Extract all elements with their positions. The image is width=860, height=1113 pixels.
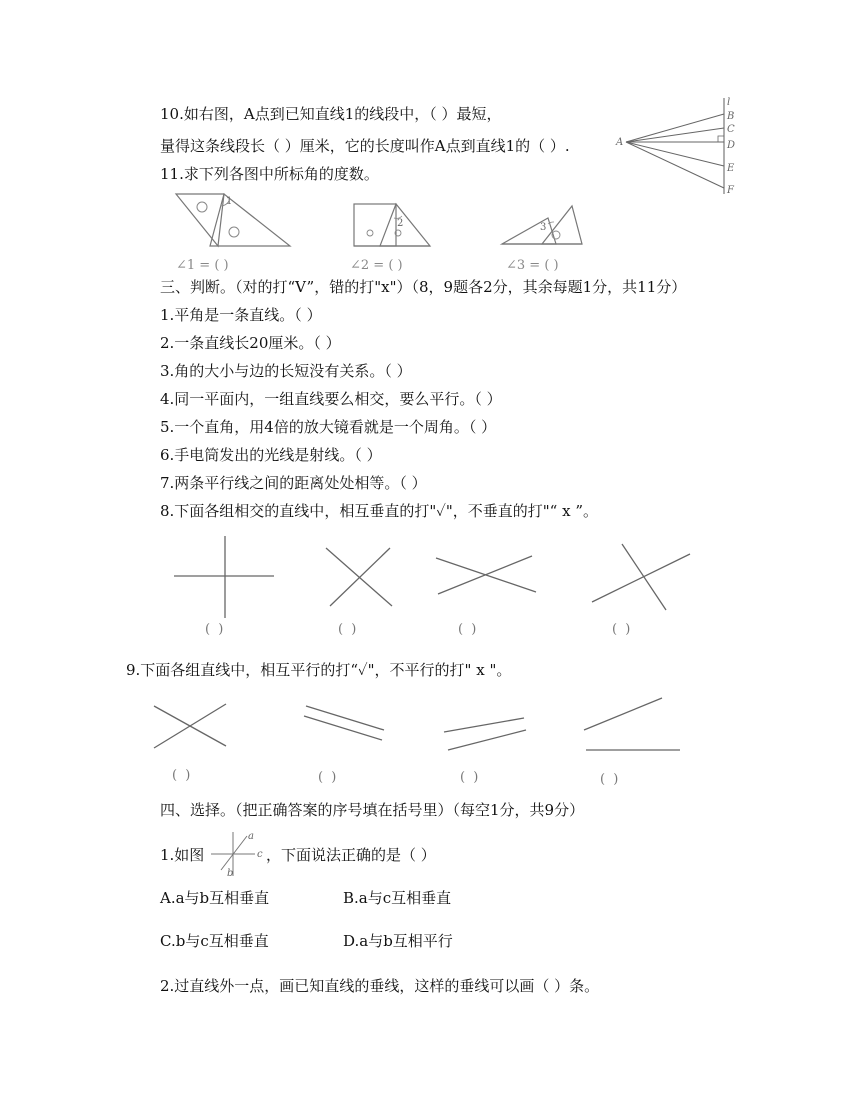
fig-label-a: a (248, 831, 254, 842)
q9-figure-3 (440, 714, 530, 754)
judge-item-7: 7.两条平行线之间的距离处处相等。（ ） (160, 474, 427, 492)
label-l: l (727, 97, 731, 108)
option-d: D.a与b互相平行 (343, 932, 453, 950)
judge-item-6: 6.手电筒发出的光线是射线。（ ） (160, 446, 382, 464)
q11-text: 11.求下列各图中所标角的度数。 (160, 165, 379, 183)
option-c: C.b与c互相垂直 (160, 932, 269, 950)
q9-answer-3[interactable]: ( ) (460, 770, 481, 785)
angle-mark-1: 1 (226, 196, 233, 207)
s4-q1-suffix: ，下面说法正确的是（ ） (266, 846, 436, 864)
q8-figure-4 (588, 540, 698, 612)
label-d: D (727, 140, 736, 151)
q9-answer-4[interactable]: ( ) (600, 772, 621, 787)
s4-q1-prefix: 1.如图 (160, 846, 205, 864)
q10-line1: 10.如右图，A点到已知直线1的线段中，（ ）最短， (160, 105, 502, 123)
triangle-figure-2 (350, 200, 435, 248)
q9-figure-1 (150, 700, 230, 752)
fig-label-c: c (257, 849, 263, 860)
q9-answer-2[interactable]: ( ) (318, 770, 339, 785)
angle-2-blank: ∠2 = ( ) (350, 258, 403, 273)
judge-item-2: 2.一条直线长20厘米。（ ） (160, 334, 341, 352)
judge-item-8: 8.下面各组相交的直线中，相互垂直的打"✓"，不垂直的打"“ x ”。 (160, 502, 599, 520)
s4-q1-figure (207, 830, 267, 880)
q8-answer-2[interactable]: ( ) (338, 622, 359, 637)
judge-item-1: 1.平角是一条直线。（ ） (160, 306, 322, 324)
q9-text: 9.下面各组直线中，相互平行的打“✓"，不平行的打" x "。 (126, 661, 512, 679)
q8-figure-1 (170, 534, 280, 620)
label-b: B (727, 111, 735, 122)
judge-item-4: 4.同一平面内，一组直线要么相交，要么平行。（ ） (160, 390, 502, 408)
q9-answer-1[interactable]: ( ) (172, 768, 193, 783)
angle-3-blank: ∠3 = ( ) (506, 258, 559, 273)
option-a: A.a与b互相垂直 (160, 889, 270, 907)
angle-1-blank: ∠1 = ( ) (176, 258, 229, 273)
triangle-figure-1 (172, 192, 297, 250)
q10-line2: 量得这条线段长（ ）厘米，它的长度叫作A点到直线1的（ ）. (160, 137, 570, 155)
judge-item-5: 5.一个直角，用4倍的放大镜看就是一个周角。（ ） (160, 418, 497, 436)
judge-item-3: 3.角的大小与边的长短没有关系。（ ） (160, 362, 412, 380)
section4-title: 四、选择。（把正确答案的序号填在括号里）（每空1分，共9分） (160, 801, 585, 819)
label-e: E (727, 163, 735, 174)
s4-q2: 2.过直线外一点，画已知直线的垂线，这样的垂线可以画（ ）条。 (160, 977, 600, 995)
label-c: C (727, 124, 735, 135)
q8-answer-4[interactable]: ( ) (612, 622, 633, 637)
label-f: F (727, 185, 734, 196)
angle-mark-2: 2 (397, 218, 404, 229)
q8-figure-2 (320, 544, 400, 610)
q9-figure-4 (580, 694, 684, 754)
fig-label-b: b (227, 868, 234, 879)
section3-title: 三、判断。（对的打“V”，错的打"x"）（8，9题各2分，其余每题1分，共11分） (160, 278, 687, 296)
q8-figure-3 (432, 550, 542, 600)
option-b: B.a与c互相垂直 (343, 889, 452, 907)
q8-answer-1[interactable]: ( ) (205, 622, 226, 637)
q10-figure (612, 94, 742, 198)
q9-figure-2 (300, 702, 390, 744)
angle-mark-3: 3 (540, 222, 547, 233)
label-a: A (616, 137, 624, 148)
triangle-figure-3 (498, 200, 588, 248)
q8-answer-3[interactable]: ( ) (458, 622, 479, 637)
